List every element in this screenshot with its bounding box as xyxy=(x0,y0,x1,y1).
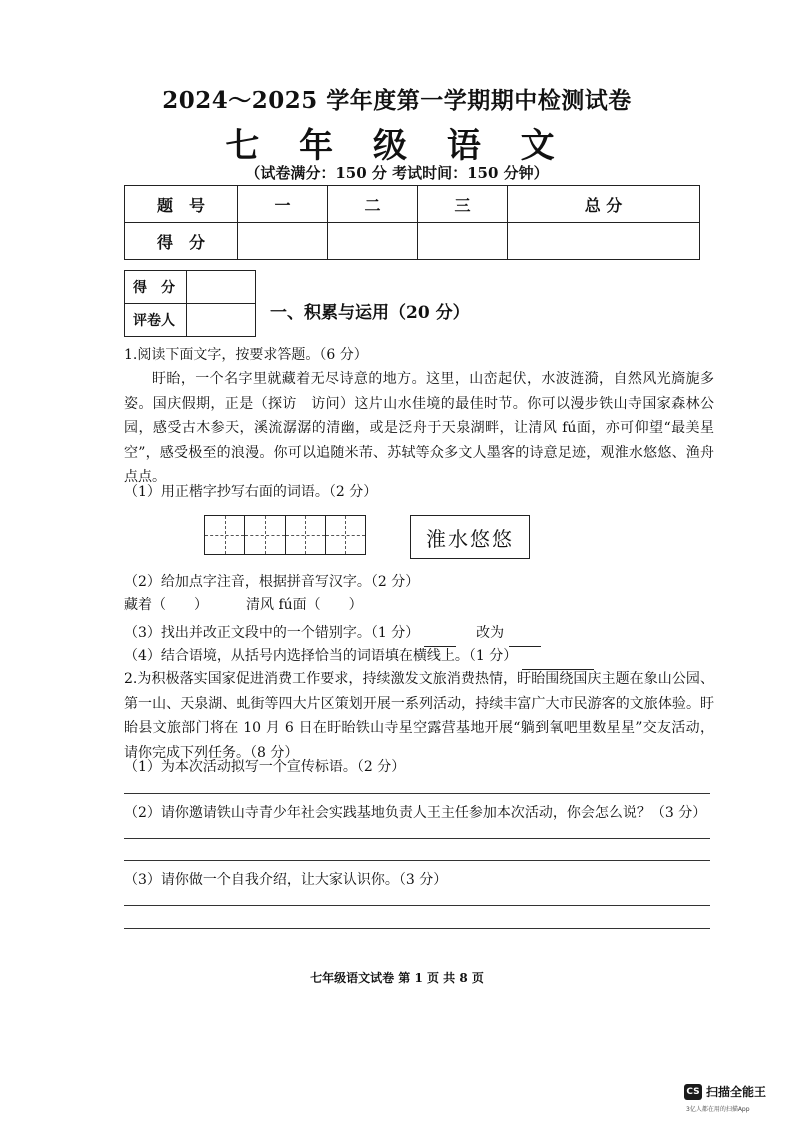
handwriting-grid[interactable] xyxy=(204,515,366,555)
grid-cell[interactable] xyxy=(286,516,326,554)
score-table-header-row xyxy=(125,186,700,223)
question-1-prompt: 1.阅读下面文字，按要求答题。（6 分） xyxy=(124,347,368,363)
section-title: 一、积累与运用（20 分） xyxy=(270,303,470,323)
grader-score-label: 得 分 xyxy=(125,271,187,304)
sample-phrase-box: 淮水悠悠 xyxy=(410,515,530,559)
scanner-brand: 扫描全能王 xyxy=(706,1085,767,1099)
pinyin-item-a[interactable]: 藏着（ ） xyxy=(124,597,208,613)
grid-cell[interactable] xyxy=(205,516,245,554)
score-header-cell: 三 xyxy=(417,186,507,223)
grader-name-label: 评卷人 xyxy=(125,304,187,337)
answer-line[interactable] xyxy=(124,928,710,929)
score-header-cell: 题 号 xyxy=(125,186,238,223)
scanner-watermark xyxy=(684,1083,766,1100)
score-value-cell[interactable] xyxy=(507,223,699,260)
question-1-passage: 盱眙，一个名字里就藏着无尽诗意的地方。这里，山峦起伏，水波涟漪，自然风光旖旎多姿。国庆假期，正是（探访 访问）这片山水佳境的最佳时节。你可以漫步铁山寺国家森林公园，感受古木参天，溪流潺潺的清幽，或是泛舟于天泉湖畔，让清风 fú面，亦可仰望“最美星空”，感受极至的浪漫。你可以追随米芾、苏轼等众多文人墨客的诗意足迹，观淮水悠悠、渔舟点点。 xyxy=(124,371,714,485)
answer-line[interactable] xyxy=(124,838,710,839)
score-table xyxy=(124,185,700,260)
grid-cell[interactable] xyxy=(245,516,285,554)
grader-box xyxy=(124,270,256,337)
score-header-cell: 总 分 xyxy=(507,186,699,223)
page-footer: 七年级语文试卷 第 1 页 共 8 页 xyxy=(310,971,484,985)
grid-cell[interactable] xyxy=(326,516,365,554)
score-header-cell: 一 xyxy=(238,186,328,223)
score-table-value-row xyxy=(125,223,700,260)
answer-line[interactable] xyxy=(124,905,710,906)
question-1-sub1: （1）用正楷字抄写右面的词语。（2 分） xyxy=(124,484,378,500)
score-header-cell: 二 xyxy=(327,186,417,223)
scanner-logo-icon: CS xyxy=(684,1084,702,1100)
question-2-prompt: 2.为积极落实国家促进消费工作要求，持续激发文旅消费热情，盱眙围绕国庆主题在象山公园、第一山、天泉湖、虬街等四大片区策划开展一系列活动，持续丰富广大市民游客的文旅体验。盱眙县文旅部门将在 10 月 6 日在盱眙铁山寺星空露营基地开展“躺到氧吧里数星星”交友活动，请你完成下列任务。（8 分） xyxy=(124,671,714,761)
answer-line[interactable] xyxy=(124,860,710,861)
grader-score-cell[interactable] xyxy=(187,271,256,304)
grader-name-cell[interactable] xyxy=(187,304,256,337)
answer-line[interactable] xyxy=(124,793,710,794)
question-1-sub3-text: （3）找出并改正文段中的一个错别字。（1 分） xyxy=(124,625,420,641)
question-1-sub2: （2）给加点字注音，根据拼音写汉字。（2 分） xyxy=(124,574,420,590)
scanner-tagline: 3亿人都在用的扫描App xyxy=(686,1106,750,1113)
pinyin-item-b[interactable]: 清风 fú面（ ） xyxy=(246,597,363,613)
question-2-sub3: （3）请你做一个自我介绍，让大家认识你。（3 分） xyxy=(124,872,448,888)
score-row-label: 得 分 xyxy=(125,223,238,260)
question-1-sub3-mid: 改为 xyxy=(476,625,505,641)
question-1-sub4-text: （4）结合语境，从括号内选择恰当的词语填在横线上。（1 分） xyxy=(124,648,518,664)
question-2-sub2: （2）请你邀请铁山寺青少年社会实践基地负责人王主任参加本次活动，你会怎么说？（3 分） xyxy=(124,805,707,821)
question-2-sub1: （1）为本次活动拟写一个宣传标语。（2 分） xyxy=(124,759,406,775)
exam-title: 2024～2025 学年度第一学期期中检测试卷 xyxy=(162,87,632,114)
score-value-cell[interactable] xyxy=(238,223,328,260)
score-value-cell[interactable] xyxy=(327,223,417,260)
subject-title: 七 年 级 语 文 xyxy=(225,126,569,166)
score-value-cell[interactable] xyxy=(417,223,507,260)
exam-meta: （试卷满分：150 分 考试时间：150 分钟） xyxy=(245,164,549,182)
